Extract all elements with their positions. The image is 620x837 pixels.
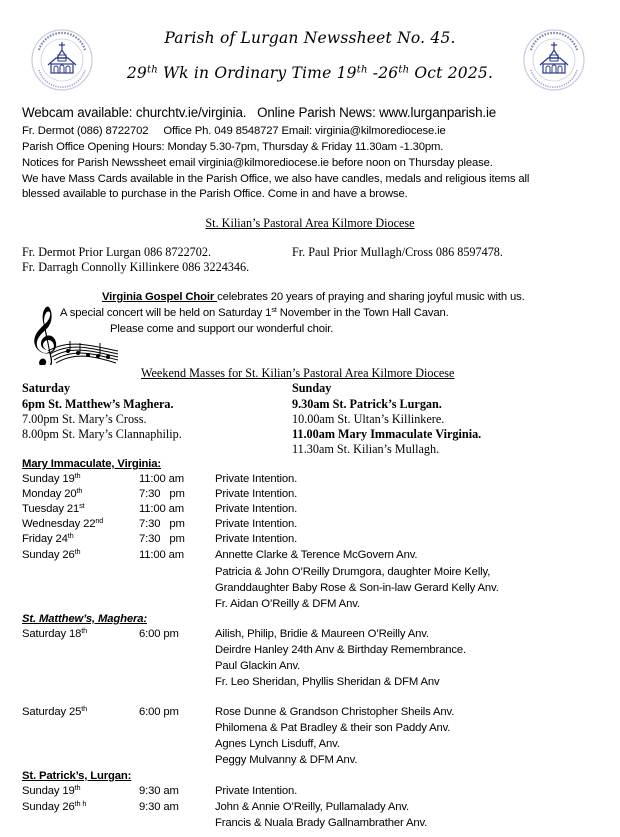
mass-intention-row: [0, 485, 620, 503]
mass-time: 11:00 am: [139, 503, 185, 515]
mass-intention: Philomena & Pat Bradley & their son Paddy Anv.: [215, 722, 451, 734]
mass-day: Wednesday 22nd: [22, 515, 104, 530]
mass-intention: Private Intention.: [215, 488, 298, 500]
mass-time: 7:30 pm: [139, 533, 185, 545]
mass-intention-row: [0, 625, 620, 643]
mass-intention-row: [0, 546, 620, 564]
priest-contact: Fr. Paul Prior Mullagh/Cross 086 8597478.: [292, 245, 503, 259]
svg-text:𝄞: 𝄞: [28, 306, 59, 365]
mass-intention: Agnes Lynch Lisduff, Anv.: [215, 738, 340, 750]
mass-intention-row: [0, 798, 620, 816]
mass-day: Sunday 19th: [22, 782, 81, 797]
mass-cards-line-1: We have Mass Cards available in the Parish Office, we also have candles, medals and religious items all: [22, 173, 530, 185]
mass-day: Saturday 25th: [22, 703, 88, 718]
mass-intention: Fr. Leo Sheridan, Phyllis Sheridan & DFM Anv: [215, 676, 440, 688]
church-heading-maghera: St. Matthew’s, Maghera:: [22, 613, 148, 625]
mass-time: 6:00 pm: [139, 706, 179, 718]
choir-line-2-text: A special concert will be held on Saturday 1: [60, 307, 272, 319]
mass-intention: Private Intention.: [215, 518, 298, 530]
mass-intention: Patricia & John O’Reilly Drumgora, daughter Moire Kelly,: [215, 566, 491, 578]
mass-intention: Granddaughter Baby Rose & Son-in-law Gerard Kelly Anv.: [215, 582, 499, 594]
mass-intention: Private Intention.: [215, 503, 298, 515]
mass-intention: Private Intention.: [215, 473, 298, 485]
mass-intention-row: [0, 530, 620, 548]
ordinal-suffix: th: [398, 64, 410, 76]
mass-day: Sunday $26^{th h}$: [22, 798, 87, 813]
mass-intention: Paul Glackin Anv.: [215, 660, 301, 672]
webcam-line: Webcam available: churchtv.ie/virginia. Online Parish News: www.lurganparish.ie: [22, 105, 497, 120]
mass-day: Sunday 26th: [22, 546, 81, 561]
mass-time: 9:30 am: [139, 785, 179, 797]
mass-day: Friday 24th: [22, 530, 74, 545]
mass-day: Saturday 18th: [22, 625, 88, 640]
mass-time: 9:30 am: [139, 801, 179, 813]
mass-day: Tuesday 21st: [22, 500, 85, 515]
ordinal-suffix: st: [271, 304, 277, 314]
choir-line-2: [60, 304, 449, 319]
mass-time: 7:30 pm: [139, 518, 185, 530]
sunday-mass: 11.00am Mary Immaculate Virginia.: [292, 427, 482, 441]
saturday-mass: 6pm St. Matthew’s Maghera.: [22, 397, 174, 411]
mass-intention: Deirdre Hanley 24th Anv & Birthday Remembrance.: [215, 644, 467, 656]
mass-intention: Peggy Mulvanny & DFM Anv.: [215, 754, 358, 766]
pastoral-area-heading: St. Kilian’s Pastoral Area Kilmore Diocese: [205, 216, 415, 230]
newssheet-title: Parish of Lurgan Newssheet No. 45.: [164, 29, 456, 47]
sunday-label: Sunday: [292, 381, 332, 395]
ordinal-suffix: th: [356, 64, 368, 76]
mass-intention-row: [0, 500, 620, 518]
mass-intention-row: [0, 703, 620, 721]
mass-intention: Private Intention.: [215, 785, 298, 797]
weekend-masses-heading: Weekend Masses for St. Kilian’s Pastoral Area Kilmore Diocese: [141, 366, 455, 380]
week-text: Wk in Ordinary Time 19: [157, 64, 357, 82]
mass-intention: Private Intention.: [215, 533, 298, 545]
priest-contact: Fr. Darragh Connolly Killinkere 086 3224346.: [22, 260, 250, 274]
week-number: 29: [126, 64, 147, 82]
church-heading-lurgan: St. Patrick’s, Lurgan:: [22, 770, 132, 782]
choir-line-3: Please come and support our wonderful choir.: [110, 323, 334, 335]
mass-intention: Fr. Aidan O’Reilly & DFM Anv.: [215, 598, 360, 610]
mass-cards-line-2: blessed available to purchase in the Parish Office. Come in and have a browse.: [22, 188, 408, 200]
choir-line-1-text: celebrates 20 years of praying and sharing joyful music with us.: [217, 291, 525, 303]
saturday-mass: 8.00pm St. Mary’s Clannaphilip.: [22, 427, 182, 441]
choir-line-2-text-end: November in the Town Hall Cavan.: [276, 307, 449, 319]
mass-intention-row: [0, 782, 620, 800]
mass-intention: John & Annie O’Reilly, Pullamalady Anv.: [215, 801, 410, 813]
mass-intention: Annette Clarke & Terence McGovern Anv.: [215, 549, 418, 561]
newssheet-subtitle: [0, 64, 620, 82]
mass-time: 11:00 am: [139, 549, 185, 561]
date-range-mid: -26: [367, 64, 399, 82]
mass-time: 7:30 pm: [139, 488, 185, 500]
choir-line-1: [102, 291, 525, 303]
office-hours-line: Parish Office Opening Hours: Monday 5.30-7pm, Thursday & Friday 11.30am -1.30pm.: [22, 141, 444, 153]
phone-email-line: Fr. Dermot (086) 8722702 Office Ph. 049 8548727 Email: virginia@kilmorediocese.ie: [22, 125, 446, 137]
mass-time: 11:00 am: [139, 473, 185, 485]
sunday-mass: 11.30am St. Kilian’s Mullagh.: [292, 442, 440, 456]
notices-line: Notices for Parish Newssheet email virginia@kilmorediocese.ie before noon on Thursday please.: [22, 157, 493, 169]
choir-name: Virginia Gospel Choir: [102, 291, 218, 303]
sunday-mass: 10.00am St. Ultan’s Killinkere.: [292, 412, 445, 426]
saturday-label: Saturday: [22, 381, 71, 395]
ordinal-suffix: th: [146, 64, 158, 76]
sunday-mass: 9.30am St. Patrick’s Lurgan.: [292, 397, 442, 411]
mass-time: 6:00 pm: [139, 628, 179, 640]
date-range-end: Oct 2025.: [409, 64, 494, 82]
mass-day: Sunday 19th: [22, 470, 81, 485]
mass-intention: Francis & Nuala Brady Gallnambrather Anv.: [215, 817, 428, 829]
mass-intention-row: [0, 515, 620, 533]
church-heading-virginia: Mary Immaculate, Virginia:: [22, 458, 162, 470]
mass-intention: Rose Dunne & Grandson Christopher Sheils Anv.: [215, 706, 455, 718]
priest-contact: Fr. Dermot Prior Lurgan 086 8722702.: [22, 245, 212, 259]
saturday-mass: 7.00pm St. Mary’s Cross.: [22, 412, 147, 426]
mass-day: Monday 20th: [22, 485, 83, 500]
mass-intention: Ailish, Philip, Bridie & Maureen O’Reilly Anv.: [215, 628, 429, 640]
mass-intention-row: [0, 470, 620, 488]
